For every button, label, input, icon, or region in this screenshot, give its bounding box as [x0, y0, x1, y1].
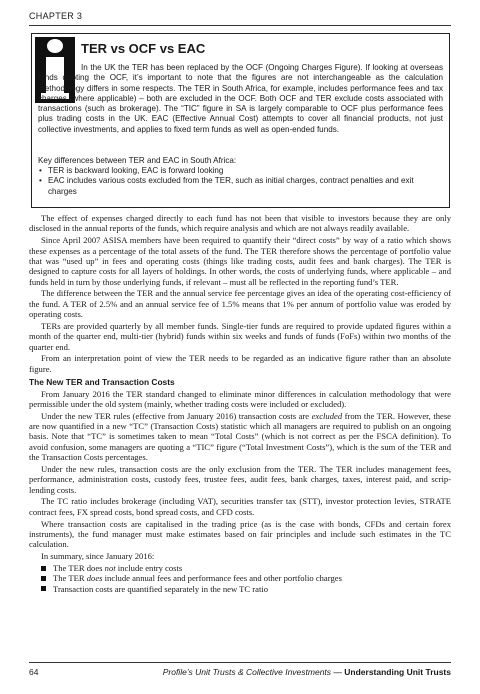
summary-list — [29, 563, 451, 594]
paragraph: From an interpretation point of view the TER needs to be regarded as an indicative figure rather than an absolute figure. — [29, 353, 451, 374]
summary-item: The TER does not include entry costs — [29, 563, 451, 573]
info-box-title: TER vs OCF vs EAC — [81, 41, 206, 56]
chapter-label: CHAPTER 3 — [29, 11, 83, 21]
header-rule — [29, 25, 451, 26]
book-title: Profile’s Unit Trusts & Collective Investments — Understanding Unit Trusts — [162, 667, 451, 677]
paragraph: Where transaction costs are capitalised in the trading price (as is the case with bonds, CFDs and certain forex instruments), the fund manager must make estimates based on fair principles and include such estimates in the TC calculation. — [29, 518, 451, 550]
paragraph: The TC ratio includes brokerage (including VAT), securities transfer tax (STT), investor protection levies, STRATE contract fees, FX spread costs, bond spread costs, and CFD costs. — [29, 496, 451, 517]
body-text — [29, 213, 451, 594]
summary-item: The TER does include annual fees and performance fees and other portfolio charges — [29, 573, 451, 583]
info-box-paragraph: In the UK the TER has been replaced by the OCF (Ongoing Charges Figure). If looking at overseas funds quoting the OCF, it’s important to note that the figures are not interchangeable as the calculation methodology differs in some respects. The TER in South Africa, for example, includes performance fees and tax charges (where applicable) – both are excluded in the OCF. Both OCF and TER exclude costs associated with transactions (such as brokerage). The “TIC” figure in SA is largely comparable to OCF plus performance fees plus trading costs in the UK. EAC (Effective Annual Cost) attempts to cover all financial products, not just collective investments, and applies to fixed term funds as well as open-ended funds. — [38, 63, 443, 134]
footer-rule — [29, 662, 451, 663]
paragraph: Since April 2007 ASISA members have been required to quantify their “direct costs” by way of a ratio which shows these expenses as a percentage of the total assets of the fund. The TER therefore shows the percentage of portfolio value that was “used up” in fees and operating costs (things like trading costs, audit fees and bank charges). The TER is designed to capture costs for all layers of holdings. In other words, the costs of underlying funds, where applicable – and funds held in turn by those underlying funds, if relevant – must all be reflected in the reporting fund’s TER. — [29, 235, 451, 287]
summary-item: Transaction costs are quantified separately in the new TC ratio — [29, 584, 451, 594]
paragraph: The difference between the TER and the annual service fee percentage gives an idea of the operating cost-efficiency of the fund. A TER of 2.5% and an annual service fee of 1.5% means that 1% per annum of portfolio value was eroded by operating costs. — [29, 288, 451, 320]
info-box-bullet: • EAC includes various costs excluded from the TER, such as initial charges, contract penalties and exit charges — [38, 176, 443, 197]
info-box-bullet: • TER is backward looking, EAC is forward looking — [38, 166, 443, 176]
paragraph: TERs are provided quarterly by all member funds. Single-tier funds are required to provide updated figures within a month of the quarter end, multi-tier (hybrid) funds within six weeks and funds of funds (FoFs) within two months of the quarter end. — [29, 320, 451, 352]
info-box-bullets — [38, 166, 443, 197]
paragraph: In summary, since January 2016: — [41, 551, 155, 562]
info-box-list-intro: Key differences between TER and EAC in South Africa: — [38, 156, 237, 165]
paragraph: Under the new rules, transaction costs are the only exclusion from the TER. The TER includes management fees, performance, administration costs, custody fees, trustee fees, audit fees, bank charges, taxes, interest paid, and scrip-lending costs. — [29, 463, 451, 495]
page-number: 64 — [29, 667, 39, 677]
paragraph: Under the new TER rules (effective from January 2016) transaction costs are excluded from the TER. However, these are now quantified in a new “TC” (Transaction Costs) statistic which all managers are required to publish on an ongoing basis. Note that “TC” is sometimes taken to mean “Total Costs” (which is not correct as per the FSCA definition). To avoid confusion, some managers are quoting a “TIC” figure (“Total Investment Costs”), which is the sum of the TER and the Transaction Costs percentages. — [29, 410, 451, 463]
paragraph: From January 2016 the TER standard changed to eliminate minor differences in calculation methodology that were permissible under the old system (mainly, whether trading costs were included or excluded). — [29, 388, 451, 409]
paragraph: The effect of expenses charged directly to each fund has not been that visible to investors because they are only disclosed in the annual reports of the funds, which require analysis and which are not always readily available. — [29, 213, 451, 234]
section-heading: The New TER and Transaction Costs — [29, 377, 175, 388]
